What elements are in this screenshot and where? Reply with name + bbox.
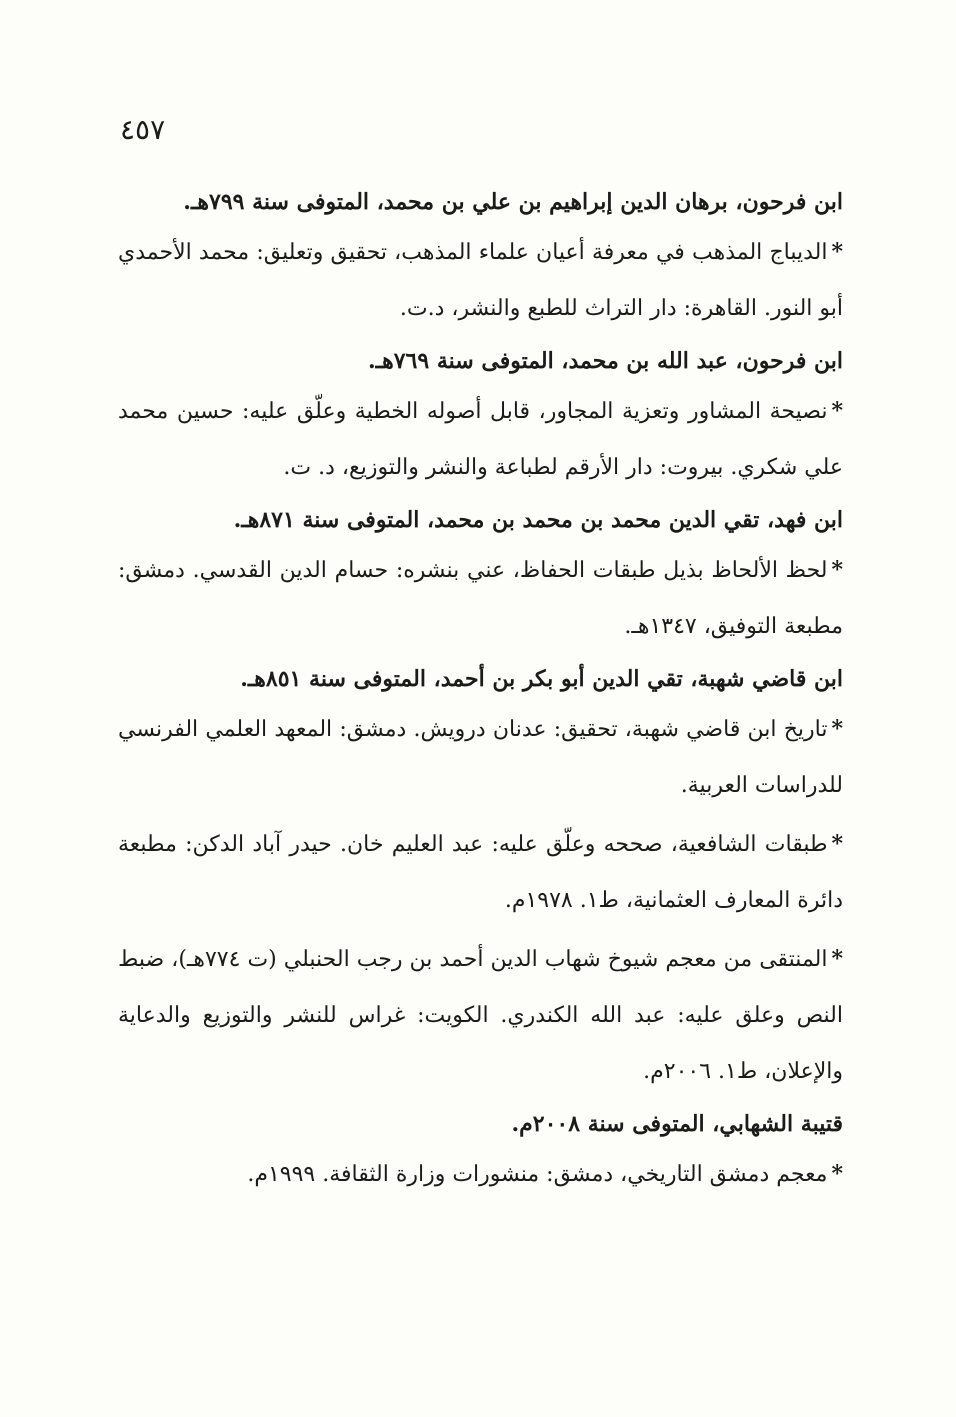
- work-entry: *الديباج المذهب في معرفة أعيان علماء المذهب، تحقيق وتعليق: محمد الأحمدي أبو النور. القاهرة: دار التراث للطبع والنشر، د.ت.: [118, 239, 843, 321]
- bullet-star: *: [831, 946, 843, 972]
- bibliography-list: [118, 180, 843, 1205]
- bullet-star: *: [831, 1161, 843, 1187]
- bullet-star: *: [831, 716, 843, 742]
- author-heading: ابن فهد، تقي الدين محمد بن محمد بن محمد، المتوفى سنة ٨٧١هـ.: [233, 507, 843, 533]
- work-entry: *طبقات الشافعية، صححه وعلّق عليه: عبد العليم خان. حيدر آباد الدكن: مطبعة دائرة المعارف العثمانية، ط١. ١٩٧٨م.: [118, 831, 843, 913]
- page-number: ٤٥٧: [120, 113, 166, 146]
- bullet-star: *: [831, 239, 843, 265]
- work-entry: *معجم دمشق التاريخي، دمشق: منشورات وزارة الثقافة. ١٩٩٩م.: [247, 1161, 843, 1187]
- bullet-star: *: [831, 398, 843, 424]
- bullet-star: *: [831, 831, 843, 857]
- work-entry: *لحظ الألحاظ بذيل طبقات الحفاظ، عني بنشره: حسام الدين القدسي. دمشق: مطبعة التوفيق، ١٣٤٧هـ.: [118, 557, 843, 639]
- work-entry: *تاريخ ابن قاضي شهبة، تحقيق: عدنان درويش. دمشق: المعهد العلمي الفرنسي للدراسات العربية.: [118, 716, 843, 798]
- work-entry: *المنتقى من معجم شيوخ شهاب الدين أحمد بن رجب الحنبلي (ت ٧٧٤هـ)، ضبط النص وعلق عليه: عبد الله الكندري. الكويت: غراس للنشر والتوزيع والدعاية والإعلان، ط١. ٢٠٠٦م.: [118, 946, 843, 1084]
- bullet-star: *: [831, 557, 843, 583]
- author-heading: ابن قاضي شهبة، تقي الدين أبو بكر بن أحمد، المتوفى سنة ٨٥١هـ.: [240, 666, 843, 692]
- work-entry: *نصيحة المشاور وتعزية المجاور، قابل أصوله الخطية وعلّق عليه: حسين محمد علي شكري. بيروت: دار الأرقم لطباعة والنشر والتوزيع، د. ت.: [118, 398, 843, 480]
- author-heading: قتيبة الشهابي، المتوفى سنة ٢٠٠٨م.: [511, 1111, 843, 1137]
- author-heading: ابن فرحون، عبد الله بن محمد، المتوفى سنة ٧٦٩هـ.: [368, 348, 843, 374]
- author-heading: ابن فرحون، برهان الدين إبراهيم بن علي بن محمد، المتوفى سنة ٧٩٩هـ.: [183, 189, 843, 215]
